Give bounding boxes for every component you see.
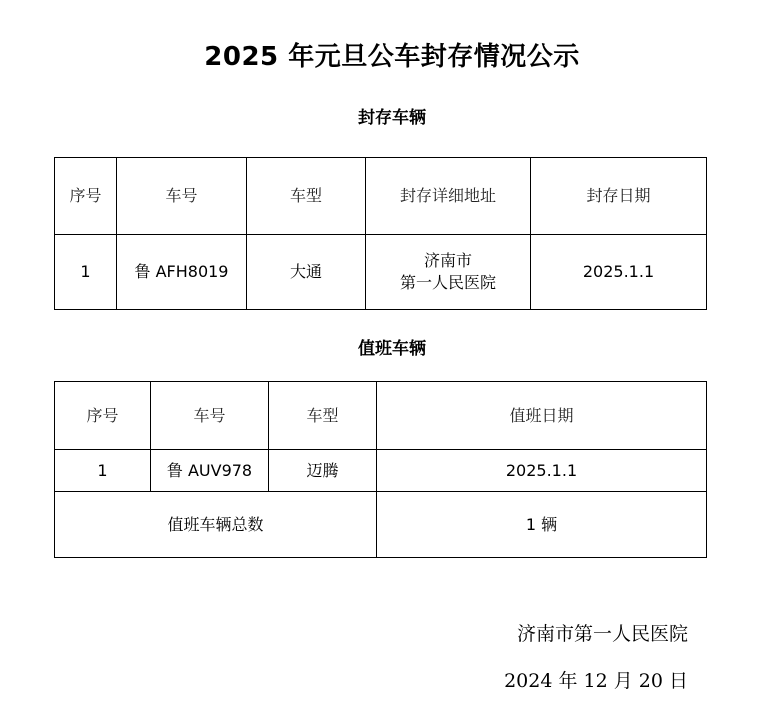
cell-plate: 鲁 AUV978 <box>151 450 269 492</box>
cell-plate: 鲁 AFH8019 <box>117 235 247 310</box>
signature-date: 2024 年 12 月 20 日 <box>504 670 688 692</box>
signature-org: 济南市第一人民医院 <box>516 623 688 645</box>
address-line-2: 第一人民医院 <box>399 273 496 292</box>
column-header-no: 序号 <box>55 158 117 235</box>
total-row <box>55 492 707 558</box>
table-header-row <box>55 382 707 450</box>
total-value: 1 辆 <box>377 492 707 558</box>
column-header-duty-date: 值班日期 <box>377 382 707 450</box>
cell-no: 1 <box>55 450 151 492</box>
column-header-plate: 车号 <box>117 158 247 235</box>
cell-duty-date: 2025.1.1 <box>377 450 707 492</box>
table-row <box>55 450 707 492</box>
cell-no: 1 <box>55 235 117 310</box>
column-header-address: 封存详细地址 <box>366 158 531 235</box>
sealed-vehicles-table <box>54 157 707 310</box>
column-header-plate: 车号 <box>151 382 269 450</box>
duty-vehicles-table <box>54 381 707 558</box>
total-label: 值班车辆总数 <box>55 492 377 558</box>
cell-seal-date: 2025.1.1 <box>531 235 707 310</box>
page-title: 2025 年元旦公车封存情况公示 <box>204 42 580 72</box>
cell-address <box>366 235 531 310</box>
table-row <box>55 235 707 310</box>
address-line-1: 济南市 <box>423 251 472 270</box>
cell-model: 迈腾 <box>269 450 377 492</box>
cell-model: 大通 <box>247 235 366 310</box>
table-header-row <box>55 158 707 235</box>
column-header-model: 车型 <box>247 158 366 235</box>
duty-vehicles-heading: 值班车辆 <box>358 339 426 359</box>
column-header-seal-date: 封存日期 <box>531 158 707 235</box>
column-header-no: 序号 <box>55 382 151 450</box>
column-header-model: 车型 <box>269 382 377 450</box>
sealed-vehicles-heading: 封存车辆 <box>358 108 426 128</box>
